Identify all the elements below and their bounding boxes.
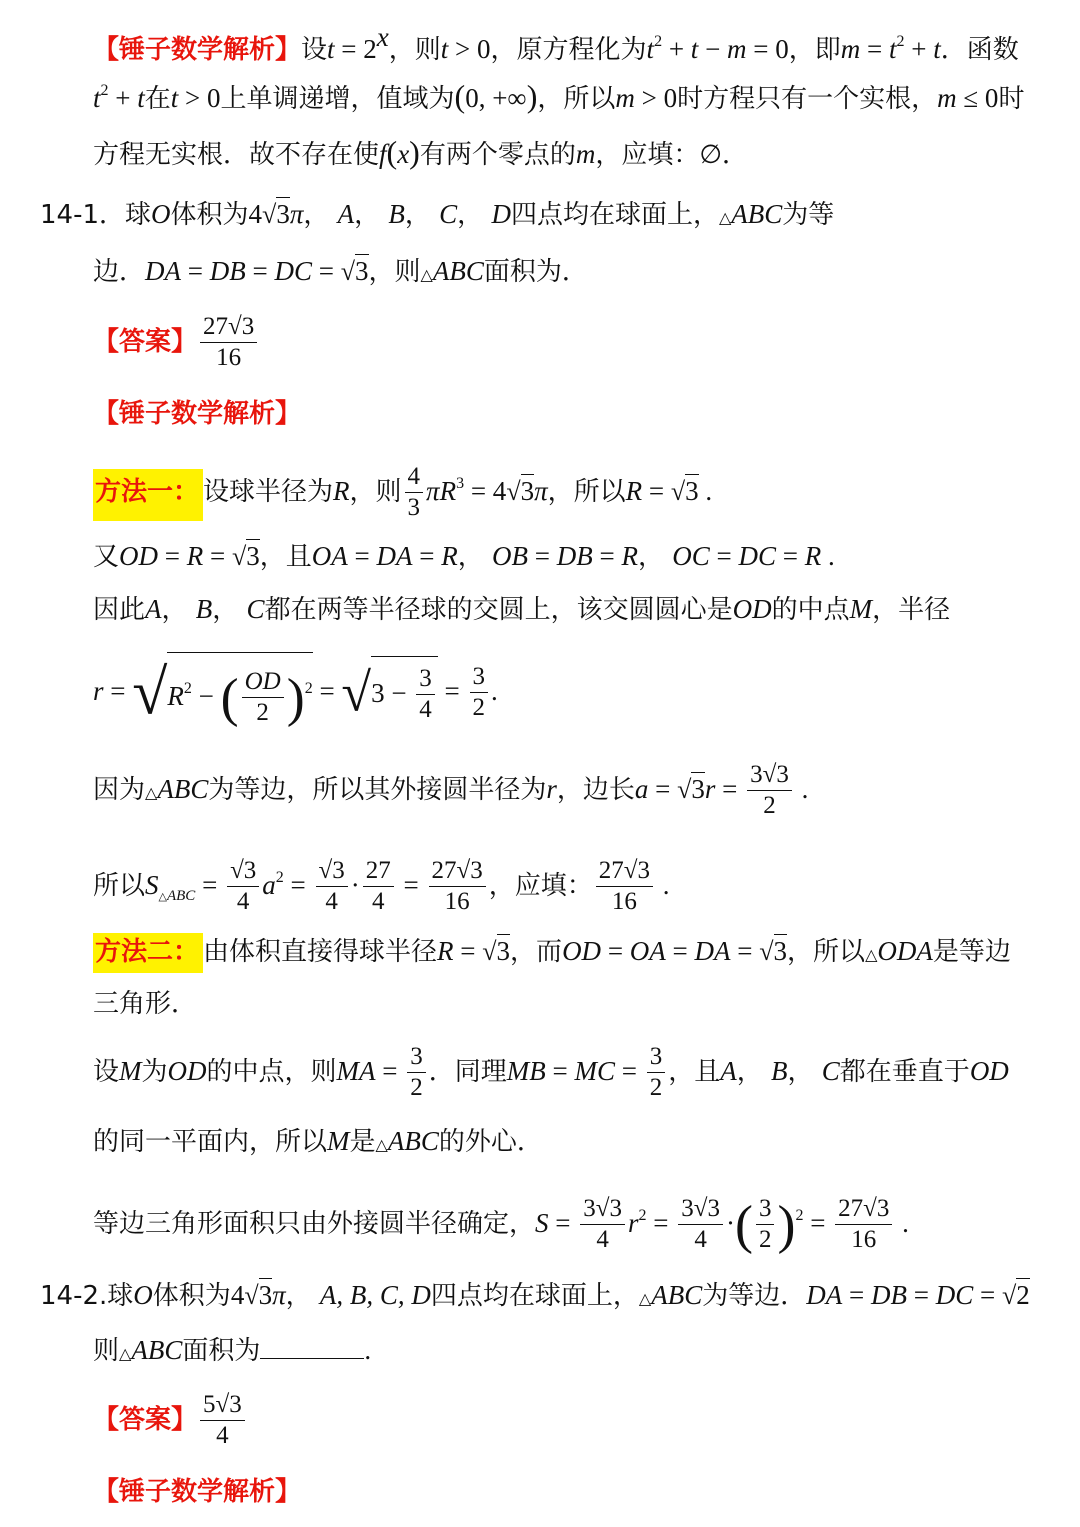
analysis-tag: 【锤子数学解析】	[93, 1477, 302, 1507]
answer-fraction: $\frac{5√3}{4}$	[200, 1390, 245, 1451]
answer-fraction: $\frac{27√3}{16}$	[200, 312, 257, 373]
method-2-label: 方法二：	[93, 933, 203, 973]
intro-line-1: 【锤子数学解析】设$t = 2^x$，则t > 0，原方程化为$t^2 + t - m = 0$，即$m = t^2 + t$．函数	[93, 22, 1019, 65]
method-1-line-2: 又OD = R = √3，且OA = DA = R， OB = DB = R， OC = DC = R .	[93, 541, 835, 572]
method-1-line-3: 因此A， B， C都在两等半径球的交圆上，该交圆圆心是OD的中点M，半径	[93, 594, 951, 625]
answer-14-2	[93, 1390, 248, 1451]
method-1-area: 所以$S_{\triangle ABC}$ = $\frac{√3}{4}$ $a^2$ = $\frac{√3}{4}$ · $\frac{27}{4}$ = $\frac{27√3}{16}$ ，应填： $\frac{27√3}{16}$ .	[93, 857, 670, 915]
problem-14-2-line-1: 14-2.球O体积为4√3π， A, B, C, D四点均在球面上，△ABC为等边．DA = DB = DC = √2	[40, 1280, 1030, 1311]
answer-tag: 【答案】	[93, 327, 198, 357]
method-2-line-2: 三角形．	[93, 989, 198, 1019]
method-1-line-1: 方法一： 设球半径为R，则 $\frac{4}{3}$ $\pi R^3 = 4√3\pi$，所以R = √3 .	[95, 463, 713, 521]
intro-line-3: 方程无实根．故不存在使f(x)有两个零点的m，应填：∅．	[93, 134, 748, 170]
answer-blank	[260, 1336, 364, 1359]
method-2-line-4: 的同一平面内，所以M是△ABC的外心．	[93, 1126, 543, 1157]
analysis-heading-14-1	[93, 397, 301, 431]
problem-number: 14-1．	[40, 200, 126, 230]
method-1-side-length: 因为△ABC为等边，所以其外接圆半径为r，边长a = √3r = $\frac{3√3}{2}$ .	[93, 761, 809, 819]
problem-14-1-line-2: 边．DA = DB = DC = √3，则△ABC面积为．	[93, 256, 588, 287]
analysis-tag: 【锤子数学解析】	[93, 35, 302, 65]
answer-14-1	[93, 312, 260, 373]
problem-14-1-line-1: 14-1．球O体积为4√3π， A， B， C， D四点均在球面上，△ABC为等	[40, 199, 835, 230]
method-2-line-3: 设M为OD的中点，则MA = $\frac{3}{2}$ ．同理MB = MC = $\frac{3}{2}$ ，且A， B， C都在垂直于OD	[93, 1043, 1009, 1101]
method-1-radius-formula: $r = √R^2$ − ( $\frac{OD}{2}$ )$^2$ = √3 − $\frac{3}{4}$ = $\frac{3}{2}$ .	[93, 652, 498, 733]
analysis-tag: 【锤子数学解析】	[93, 399, 302, 429]
method-2-area: 等边三角形面积只由外接圆半径确定，S = $\frac{3√3}{4}$ $r^2$ = $\frac{3√3}{4}$ ·( $\frac{3}{2}$ )$^2$ = $\frac{27√3}{16}$ .	[93, 1194, 909, 1255]
intro-line-2: $t^2 + t$在t > 0上单调递增，值域为(0, +∞)，所以m > 0时方程只有一个实根，m ≤ 0时	[93, 78, 1025, 114]
method-1-label: 方法一：	[93, 469, 203, 521]
problem-number: 14-2.	[40, 1281, 108, 1311]
method-2-line-1: 方法二： 由体积直接得球半径R = √3，而OD = OA = DA = √3，所以△ODA是等边	[93, 934, 1011, 973]
answer-tag: 【答案】	[93, 1405, 198, 1435]
problem-14-2-line-2: 则△ABC面积为 .	[93, 1335, 372, 1366]
analysis-heading-14-2	[93, 1475, 301, 1509]
